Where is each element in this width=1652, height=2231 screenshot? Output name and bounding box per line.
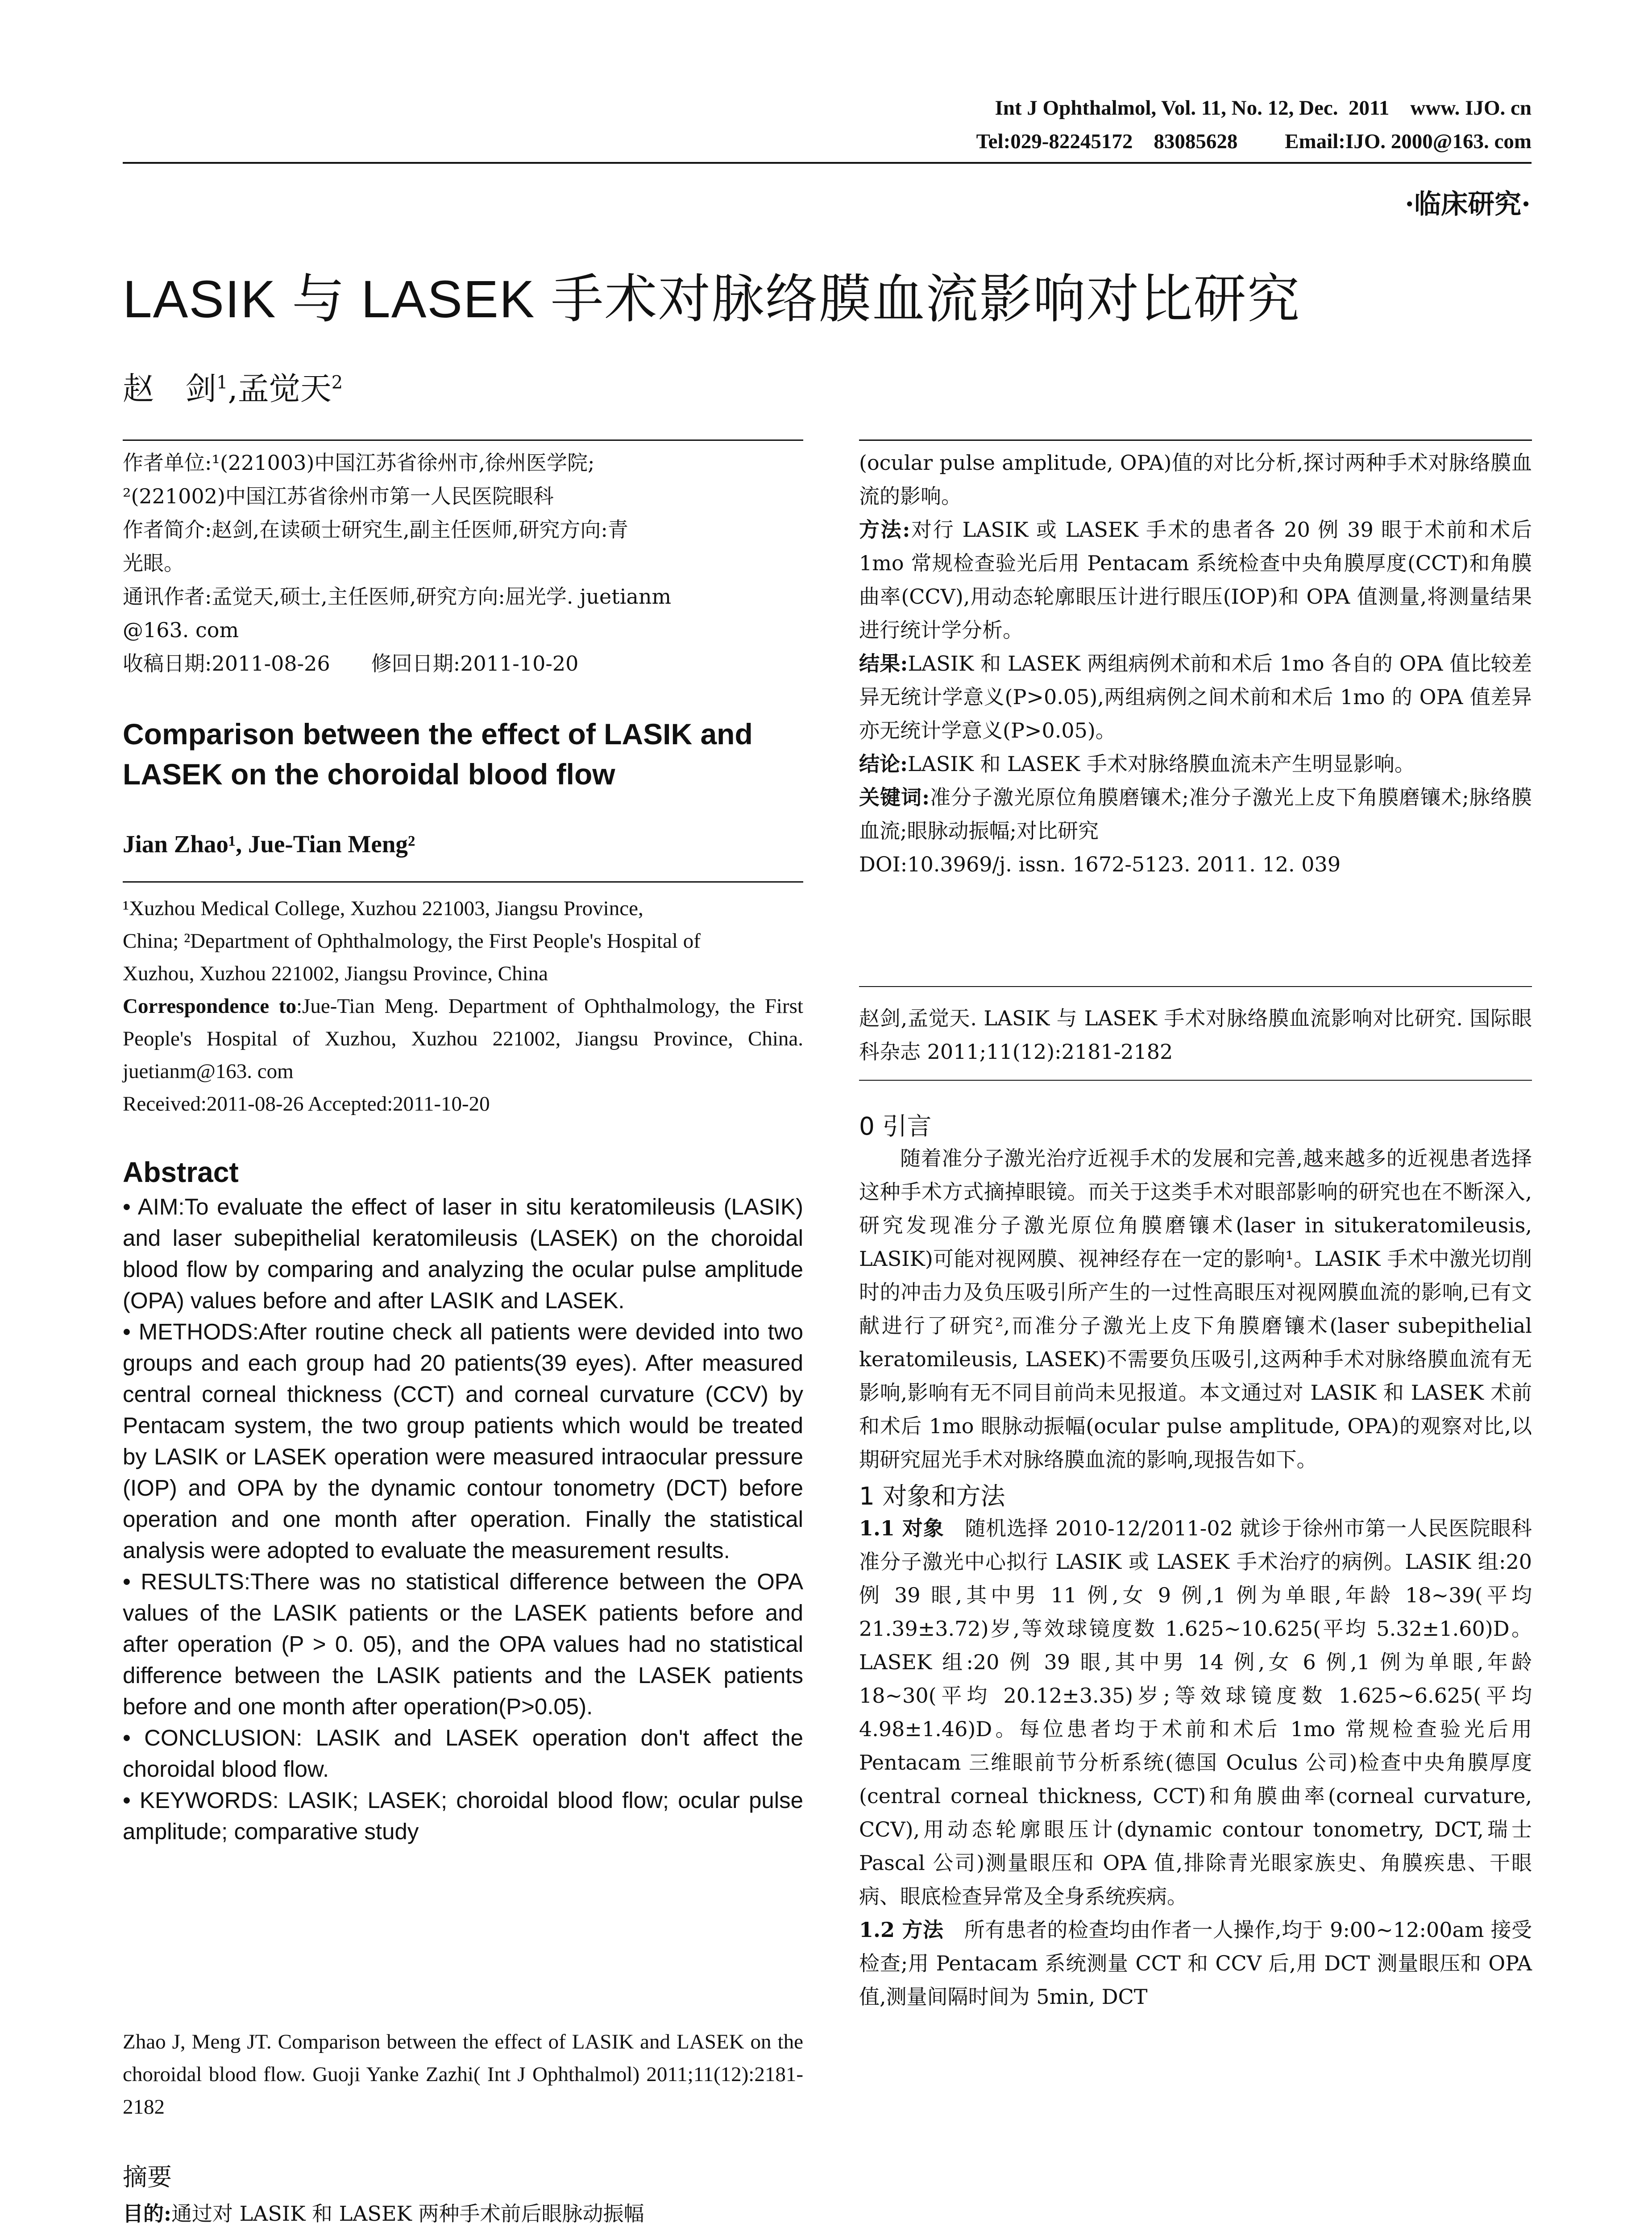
journal-header-line2: Tel:029-82245172 83085628 Email:IJO. 2000@163. com bbox=[976, 130, 1532, 153]
english-authors-block bbox=[123, 830, 803, 858]
english-title-block bbox=[123, 714, 803, 794]
chinese-abstract-block bbox=[123, 2157, 803, 2231]
author-info-block bbox=[123, 446, 803, 680]
article-title: LASIK 与 LASEK 手术对脉络膜血流影响对比研究 bbox=[123, 270, 1301, 329]
english-authors-rule bbox=[123, 881, 803, 883]
aim-label: 目的: bbox=[123, 2202, 171, 2226]
aim-text: 通过对 LASIK 和 LASEK 两种手术前后眼脉动振幅 bbox=[171, 2202, 644, 2226]
chinese-abstract-continued bbox=[859, 446, 1532, 881]
abstract-conclusion: • CONCLUSION: LASIK and LASEK operation don't affect the choroidal blood flow. bbox=[123, 1725, 803, 1782]
method-paragraph bbox=[859, 1913, 1532, 2014]
abstract-continuation: (ocular pulse amplitude, OPA)值的对比分析,探讨两种手术对脉络膜血流的影响。 bbox=[859, 451, 1532, 508]
english-citation-block bbox=[123, 2026, 803, 2123]
methods-heading: 1 对象和方法 bbox=[859, 1482, 1005, 1510]
chinese-abstract-heading: 摘要 bbox=[123, 2163, 172, 2191]
right-column-rule bbox=[859, 440, 1532, 441]
english-title: Comparison between the effect of LASIK and LASEK on the choroidal blood flow bbox=[123, 717, 753, 791]
affiliation-line: ¹Xuzhou Medical College, Xuzhou 221003, Jiangsu Province, bbox=[123, 897, 643, 920]
info-line: 通讯作者:孟觉天,硕士,主任医师,研究方向:屈光学. juetianm bbox=[123, 585, 672, 609]
author-line bbox=[123, 364, 343, 409]
english-affiliation-block bbox=[123, 892, 803, 1120]
results-label: 结果: bbox=[859, 651, 908, 676]
abstract-keywords-zh bbox=[859, 781, 1532, 848]
journal-header-line1: Int J Ophthalmol, Vol. 11, No. 12, Dec. 2011 www. IJO. cn bbox=[995, 96, 1532, 120]
keywords-label: 关键词: bbox=[859, 785, 930, 809]
abstract-conclusion-zh bbox=[859, 747, 1532, 781]
author-affil-mark: 2 bbox=[331, 372, 343, 393]
info-line: ²(221002)中国江苏省徐州市第一人民医院眼科 bbox=[123, 484, 554, 508]
chinese-abstract-aim bbox=[123, 2197, 803, 2231]
abstract-aim: • AIM:To evaluate the effect of laser in situ keratomileusis (LASIK) and laser subepithelial keratomileusis (LASEK) on the choroidal blood flow by comparing and analyzing the ocular pulse amplitude (OPA) values before and after LASIK and LASEK. bbox=[123, 1194, 803, 1313]
author-separator: , bbox=[228, 370, 238, 407]
results-text: LASIK 和 LASEK 两组病例术前和术后 1mo 各自的 OPA 值比较差异无统计学意义(P>0.05),两组病例之间术前和术后 1mo 的 OPA 值差异亦无统计学意义(P>0.05)。 bbox=[859, 651, 1532, 742]
abstract-heading: Abstract bbox=[123, 1156, 239, 1188]
body-text bbox=[859, 1107, 1532, 2014]
left-column-rule bbox=[123, 440, 803, 441]
abstract-block bbox=[123, 1156, 803, 1847]
conclusion-text: LASIK 和 LASEK 手术对脉络膜血流未产生明显影响。 bbox=[907, 752, 1415, 776]
affiliation-line: Xuzhou, Xuzhou 221002, Jiangsu Province, China bbox=[123, 962, 548, 985]
subjects-text: 随机选择 2010-12/2011-02 就诊于徐州市第一人民医院眼科准分子激光中心拟行 LASIK 或 LASEK 手术治疗的病例。LASIK 组:20 例 39 眼,其中男 11 例,女 9 例,1 例为单眼,年龄 18~39(平均 21.39±3.72)岁,等效球镜度数 1.625~10.625(平均 5.32±1.60)D。LASEK 组:20 例 39 眼,其中男 14 例,女 6 例,1 例为单眼,年龄 18~30(平均 20.12±3.35)岁;等效球镜度数 1.625~6.625(平均 4.98±1.46)D。每位患者均于术前和术后 1mo 常规检查验光后用 Pentacam 三维眼前节分析系统(德国 Oculus 公司)检查中央角膜厚度(central corneal thickness, CCT)和角膜曲率(corneal curvature, CCV),用动态轮廓眼压计(dynamic contour tonometry, DCT,瑞士 Pascal 公司)测量眼压和 OPA 值,排除青光眼家族史、角膜疾患、干眼病、眼底检查异常及全身系统疾病。 bbox=[859, 1516, 1532, 1908]
affiliation-line: China; ²Department of Ophthalmology, the First People's Hospital of bbox=[123, 929, 701, 953]
info-line: @163. com bbox=[123, 618, 239, 642]
author-name: 赵 剑 bbox=[123, 370, 216, 407]
intro-rule bbox=[859, 1080, 1532, 1081]
intro-heading: 0 引言 bbox=[859, 1112, 932, 1140]
header-rule bbox=[123, 162, 1532, 164]
chinese-citation-block bbox=[859, 1002, 1532, 1069]
chinese-citation: 赵剑,孟觉天. LASIK 与 LASEK 手术对脉络膜血流影响对比研究. 国际眼科杂志 2011;11(12):2181-2182 bbox=[859, 1006, 1532, 1064]
conclusion-label: 结论: bbox=[859, 752, 908, 776]
info-line: 作者单位:¹(221003)中国江苏省徐州市,徐州医学院; bbox=[123, 451, 595, 475]
citation-rule bbox=[859, 986, 1532, 987]
method-label: 1.2 方法 bbox=[859, 1918, 944, 1942]
abstract-results: • RESULTS:There was no statistical difference between the OPA values of the LASIK patients or the LASEK patients before and after operation (P > 0. 05), and the OPA values had no statistical difference between the LASIK patients and the LASEK patients before and one month after operation(P>0.05). bbox=[123, 1569, 803, 1719]
received-dates: Received:2011-08-26 Accepted:2011-10-20 bbox=[123, 1092, 490, 1116]
info-line: 作者简介:赵剑,在读硕士研究生,副主任医师,研究方向:青 bbox=[123, 518, 628, 542]
author-affil-mark: 1 bbox=[216, 372, 228, 393]
abstract-methods: • METHODS:After routine check all patients were devided into two groups and each group had 20 patients(39 eyes). After measured central corneal thickness (CCT) and corneal curvature (CCV) by Pentacam system, the two group patients which would be treated by LASIK or LASEK operation were measured intraocular pressure (IOP) and OPA by the dynamic contour tonometry (DCT) before operation and one month after operation. Finally the statistical analysis were adopted to evaluate the measurement results. bbox=[123, 1319, 803, 1563]
author-name: 孟觉天 bbox=[237, 370, 332, 407]
intro-paragraph: 随着准分子激光治疗近视手术的发展和完善,越来越多的近视患者选择这种手术方式摘掉眼镜。而关于这类手术对眼部影响的研究也在不断深入,研究发现准分子激光原位角膜磨镶术(laser in situkeratomileusis, LASIK)可能对视网膜、视神经存在一定的影响¹。LASIK 手术中激光切削时的冲击力及负压吸引所产生的一过性高眼压对视网膜血流的影响,已有文献进行了研究²,而准分子激光上皮下角膜磨镶术(laser subepithelial keratomileusis, LASEK)不需要负压吸引,这两种手术对脉络膜血流有无影响,影响有无不同目前尚未见报道。本文通过对 LASIK 和 LASEK 术前和术后 1mo 眼脉动振幅(ocular pulse amplitude, OPA)的观察对比,以期研究屈光手术对脉络膜血流的影响,现报告如下。 bbox=[859, 1146, 1532, 1472]
section-tag: ·临床研究· bbox=[1405, 189, 1531, 220]
english-citation: Zhao J, Meng JT. Comparison between the effect of LASIK and LASEK on the choroidal blood flow. Guoji Yanke Zazhi( Int J Ophthalmol) 2011;11(12):2181-2182 bbox=[123, 2030, 803, 2119]
methods-label: 方法: bbox=[859, 518, 910, 542]
abstract-methods-zh bbox=[859, 513, 1532, 647]
keywords-text: 准分子激光原位角膜磨镶术;准分子激光上皮下角膜磨镶术;脉络膜血流;眼脉动振幅;对比研究 bbox=[859, 785, 1532, 843]
abstract-results-zh bbox=[859, 647, 1532, 747]
abstract-keywords: • KEYWORDS: LASIK; LASEK; choroidal blood flow; ocular pulse amplitude; comparative study bbox=[123, 1787, 803, 1844]
info-line: 光眼。 bbox=[123, 551, 184, 575]
method-text: 所有患者的检查均由作者一人操作,均于 9:00~12:00am 接受检查;用 Pentacam 系统测量 CCT 和 CCV 后,用 DCT 测量眼压和 OPA 值,测量间隔时间为 5min, DCT bbox=[859, 1918, 1532, 2009]
subjects-paragraph bbox=[859, 1512, 1532, 1913]
correspondence bbox=[123, 990, 803, 1088]
english-authors: Jian Zhao¹, Jue-Tian Meng² bbox=[123, 830, 415, 858]
info-line: 收稿日期:2011-08-26 修回日期:2011-10-20 bbox=[123, 651, 579, 676]
methods-text: 对行 LASIK 或 LASEK 手术的患者各 20 例 39 眼于术前和术后 1mo 常规检查验光后用 Pentacam 系统检查中央角膜厚度(CCT)和角膜曲率(CCV),用动态轮廓眼压计进行眼压(IOP)和 OPA 值测量,将测量结果进行统计学分析。 bbox=[859, 518, 1532, 642]
correspondence-label: Correspondence to bbox=[123, 995, 296, 1018]
correspondence-text: :Jue-Tian Meng. Department of Ophthalmology, the First People's Hospital of Xuzhou, Xuzhou 221002, Jiangsu Province, China. juetianm@163. com bbox=[123, 995, 803, 1083]
doi: DOI:10.3969/j. issn. 1672-5123. 2011. 12. 039 bbox=[859, 852, 1341, 876]
subjects-label: 1.1 对象 bbox=[859, 1516, 944, 1540]
